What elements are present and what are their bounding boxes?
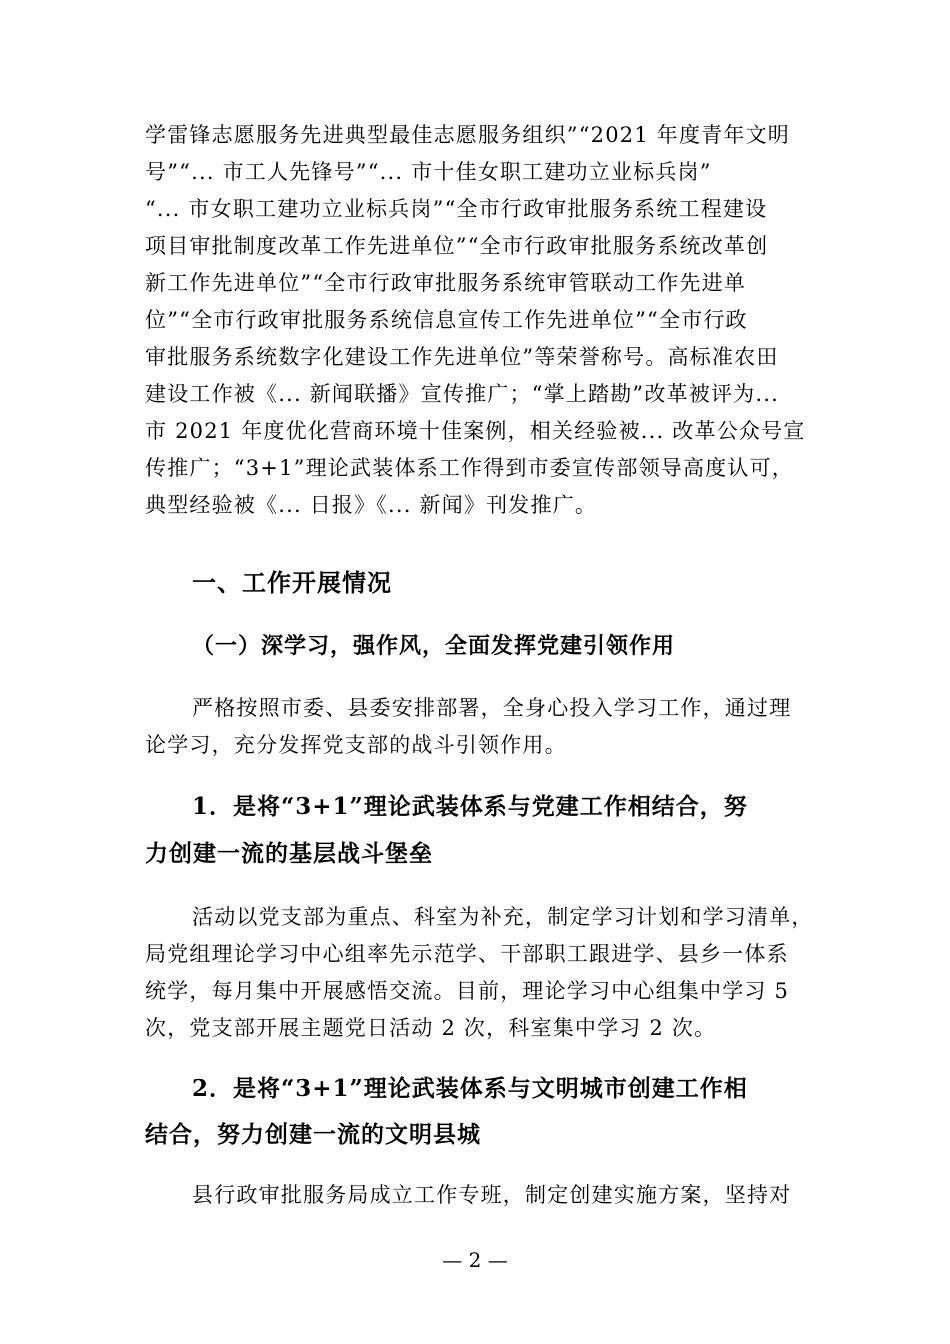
paragraph-line: 局党组理论学习中心组率先示范学、干部职工跟进学、县乡一体系 [145, 942, 789, 966]
page-number: — 2 — [442, 1248, 508, 1272]
paragraph-line: 次，党支部开展主题党日活动 2 次，科室集中学习 2 次。 [145, 1016, 717, 1040]
item-heading-line: 1．是将“3+1”理论武装体系与党建工作相结合，努 [192, 793, 748, 820]
paragraph-line: 位”“全市行政审批服务系统信息宣传工作先进单位”“全市行政 [145, 308, 748, 332]
subsection-heading: （一）深学习，强作风，全面发挥党建引领作用 [192, 633, 676, 659]
paragraph-line: 学雷锋志愿服务先进典型最佳志愿服务组织”“2021 年度青年文明 [145, 123, 790, 147]
item-heading-line: 结合，努力创建一流的文明县城 [145, 1121, 481, 1148]
paragraph-line: 统学，每月集中开展感悟交流。目前，理论学习中心组集中学习 5 [145, 979, 790, 1003]
paragraph-line: 审批服务系统数字化建设工作先进单位”等荣誉称号。高标准农田 [145, 345, 779, 369]
paragraph-line: 论学习，充分发挥党支部的战斗引领作用。 [145, 733, 567, 757]
paragraph-line: 项目审批制度改革工作先进单位”“全市行政审批服务系统改革创 [145, 234, 769, 258]
paragraph-line: 建设工作被《... 新闻联播》宣传推广；“掌上踏勘”改革被评为... [145, 382, 779, 406]
item-heading-line: 力创建一流的基层战斗堡垒 [145, 840, 433, 867]
paragraph-line: 传推广；“3+1”理论武装体系工作得到市委宣传部领导高度认可， [145, 456, 794, 480]
paragraph-line: 严格按照市委、县委安排部署，全身心投入学习工作，通过理 [192, 696, 792, 720]
paragraph-line: 县行政审批服务局成立工作专班，制定创建实施方案，坚持对 [192, 1183, 792, 1207]
paragraph-line: 活动以党支部为重点、科室为补充，制定学习计划和学习清单， [192, 905, 814, 929]
paragraph-line: 号”“... 市工人先锋号”“... 市十佳女职工建功立业标兵岗” [145, 160, 712, 184]
item-heading-line: 2．是将“3+1”理论武装体系与文明城市创建工作相 [192, 1075, 748, 1102]
section-heading: 一、工作开展情况 [192, 568, 392, 597]
paragraph-line: 新工作先进单位”“全市行政审批服务系统审管联动工作先进单 [145, 271, 747, 295]
paragraph-line: “... 市女职工建功立业标兵岗”“全市行政审批服务系统工程建设 [145, 197, 768, 221]
paragraph-line: 市 2021 年度优化营商环境十佳案例，相关经验被... 改革公众号宣 [145, 419, 806, 443]
paragraph-line: 典型经验被《... 日报》《... 新闻》刊发推广。 [145, 493, 598, 517]
